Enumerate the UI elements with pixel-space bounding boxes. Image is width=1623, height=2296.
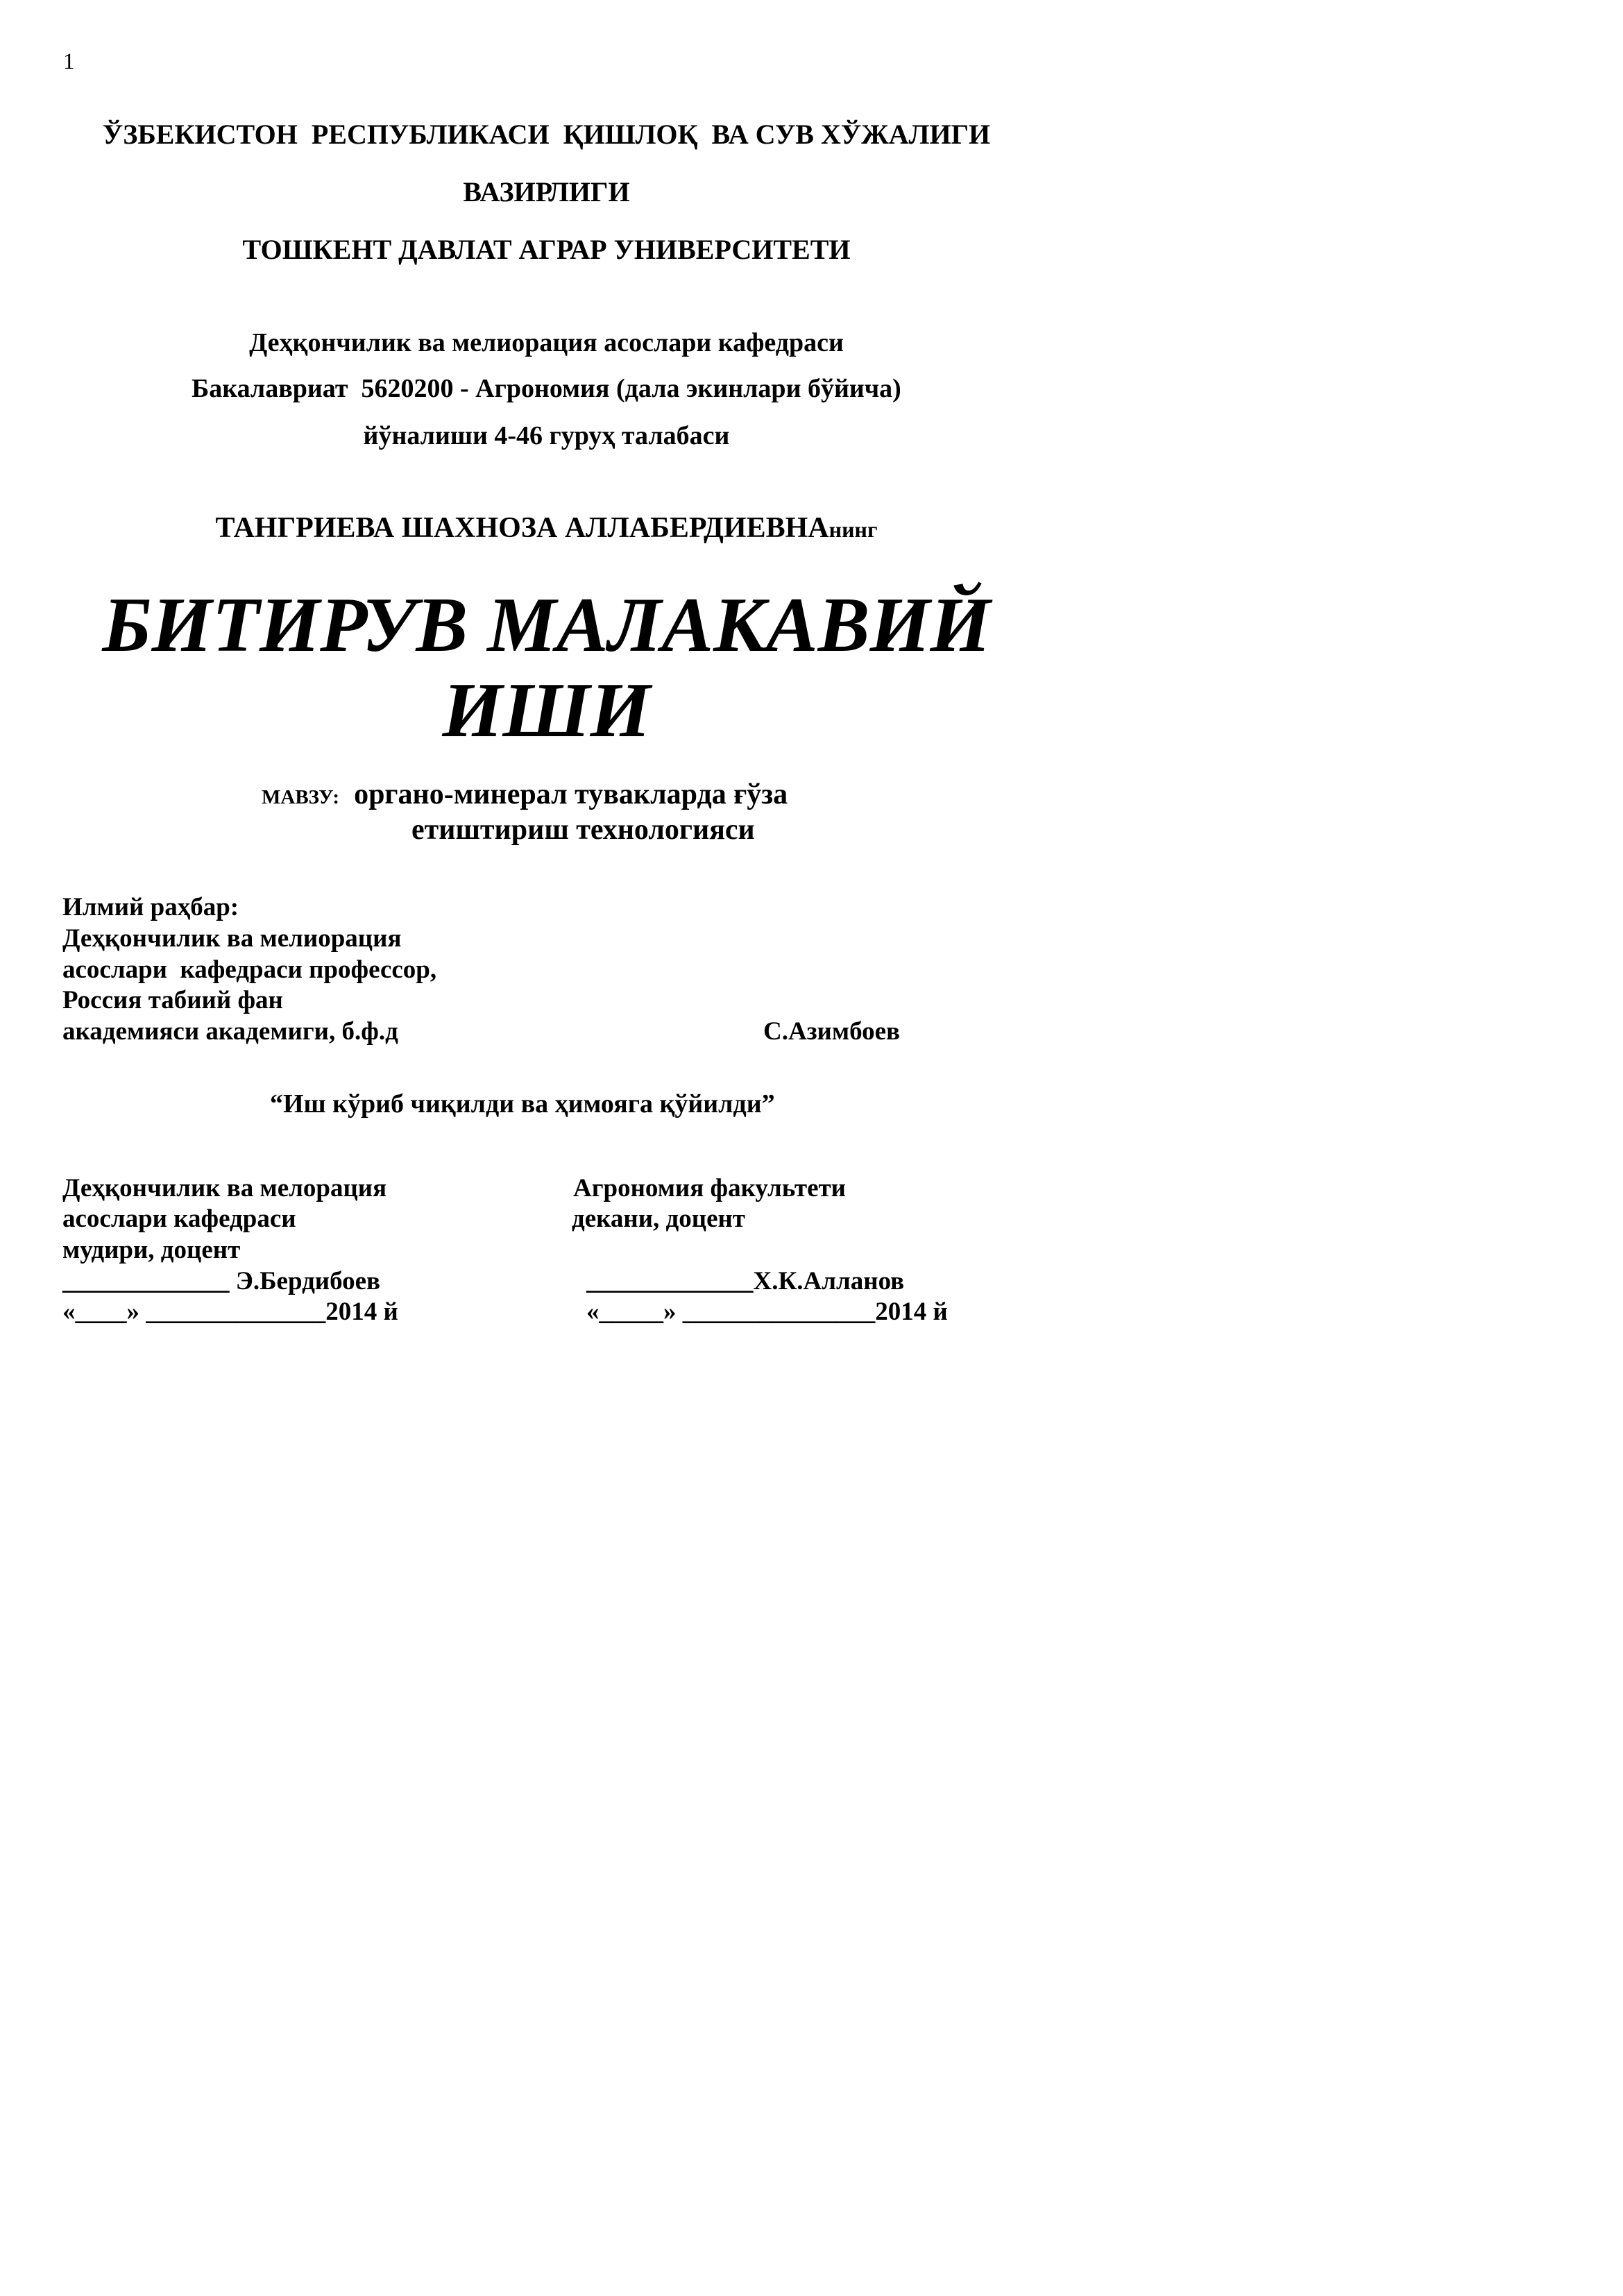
ministry-line-1: ЎЗБЕКИСТОН РЕСПУБЛИКАСИ ҚИШЛОҚ ВА СУВ ХЎЖАЛИГИ xyxy=(102,119,991,150)
supervisor-heading: Илмий раҳбар: xyxy=(62,893,239,921)
student-name-line xyxy=(101,513,992,543)
supervisor-line: асослари кафедраси профессор, xyxy=(62,955,437,984)
topic-label: МАВЗУ: xyxy=(262,786,340,808)
topic-line-1 xyxy=(262,780,788,809)
student-name-suffix: нинг xyxy=(829,517,878,542)
right-date-line: «_____» _______________2014 й xyxy=(586,1298,948,1326)
topic-line-2: етиштириш технологияси xyxy=(411,814,755,846)
right-signature-line: _____________Х.К.Алланов xyxy=(586,1267,905,1295)
left-signatory-line: мудири, доцент xyxy=(62,1236,241,1264)
student-name: ТАНГРИЕВА ШАХНОЗА АЛЛАБЕРДИЕВНА xyxy=(215,512,829,544)
left-signatory-line: асослари кафедраси xyxy=(62,1205,296,1233)
right-signatory-line: Агрономия факультети xyxy=(573,1174,846,1202)
student-group: йўналиши 4-46 гуруҳ талабаси xyxy=(363,421,730,450)
approval-statement: “Иш кўриб чиқилди ва ҳимояга қўйилди” xyxy=(270,1089,775,1119)
topic-text-1: органо-минерал тувакларда ғўза xyxy=(354,779,788,810)
left-date-line: «____» ______________2014 й xyxy=(62,1298,398,1326)
university-name: ТОШКЕНТ ДАВЛАТ АГРАР УНИВЕРСИТЕТИ xyxy=(242,234,851,265)
ministry-line-2: ВАЗИРЛИГИ xyxy=(463,176,630,207)
page-number: 1 xyxy=(63,49,75,74)
document-title-line-2: ИШИ xyxy=(442,667,651,754)
supervisor-line: Россия табиий фан xyxy=(62,986,283,1014)
supervisor-name: С.Азимбоев xyxy=(763,1017,900,1046)
document-title-line-1: БИТИРУВ МАЛАКАВИЙ xyxy=(102,582,991,668)
left-signatory-line: Деҳқончилик ва мелорация xyxy=(62,1174,387,1202)
right-signatory-line: декани, доцент xyxy=(572,1205,745,1233)
program-name: Бакалавриат 5620200 - Агрономия (дала экинлари бўйича) xyxy=(192,374,901,403)
department-name: Деҳқончилик ва мелиорация асослари кафедраси xyxy=(249,328,844,357)
supervisor-line: академияси академиги, б.ф.д xyxy=(62,1017,398,1046)
left-signature-line: _____________ Э.Бердибоев xyxy=(62,1267,381,1295)
supervisor-line: Деҳқончилик ва мелиорация xyxy=(62,924,402,953)
